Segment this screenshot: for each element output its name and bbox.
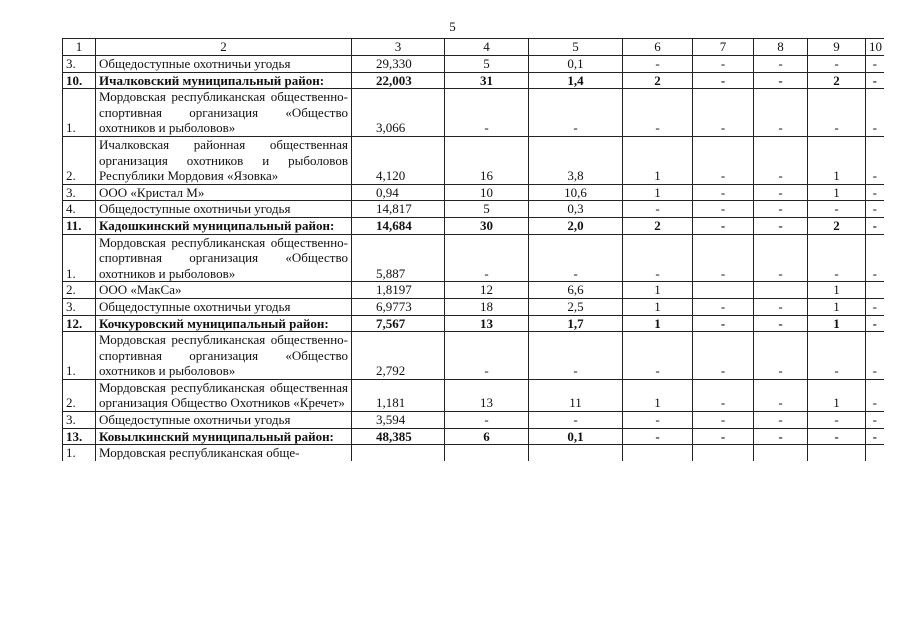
row-number-cell: 1. [63, 332, 96, 380]
col7-value-cell: - [693, 298, 754, 315]
col10-value-cell: - [866, 428, 884, 445]
col5-value-cell: - [529, 332, 623, 380]
col10-value-cell: - [866, 72, 884, 89]
col6-value-cell: 1 [623, 298, 693, 315]
col7-value-cell: - [693, 184, 754, 201]
col7-value-cell: - [693, 379, 754, 411]
organization-name-cell: Кочкуровский муниципальный район: [96, 315, 352, 332]
organization-name-cell: Ичалковский муниципальный район: [96, 72, 352, 89]
col4-value-cell: 5 [445, 56, 529, 73]
col7-value-cell: - [693, 217, 754, 234]
col6-value-cell: 1 [623, 282, 693, 299]
row-number-cell: 2. [63, 136, 96, 184]
col8-value-cell: - [754, 184, 808, 201]
district-row [63, 428, 884, 445]
organization-name-cell: ООО «Кристал М» [96, 184, 352, 201]
area-value-cell: 14,817 [352, 201, 445, 218]
col9-value-cell: - [808, 56, 866, 73]
col5-value-cell: - [529, 89, 623, 137]
column-header-7: 7 [693, 39, 754, 56]
col4-value-cell: 31 [445, 72, 529, 89]
col5-value-cell: 0,1 [529, 56, 623, 73]
col8-value-cell: - [754, 298, 808, 315]
organization-name-cell: ООО «МакСа» [96, 282, 352, 299]
col8-value-cell: - [754, 315, 808, 332]
col8-value-cell: - [754, 89, 808, 137]
table-row [63, 298, 884, 315]
col5-value-cell: - [529, 234, 623, 282]
col8-value-cell: - [754, 428, 808, 445]
col5-value-cell: 1,4 [529, 72, 623, 89]
col4-value-cell: 18 [445, 298, 529, 315]
col5-value-cell [529, 445, 623, 461]
col10-value-cell: - [866, 412, 884, 429]
area-value-cell: 22,003 [352, 72, 445, 89]
row-number-cell: 1. [63, 445, 96, 461]
col6-value-cell: 1 [623, 315, 693, 332]
col4-value-cell: - [445, 412, 529, 429]
col7-value-cell: - [693, 234, 754, 282]
col9-value-cell: 2 [808, 72, 866, 89]
col6-value-cell: - [623, 56, 693, 73]
column-header-2: 2 [96, 39, 352, 56]
col4-value-cell: 12 [445, 282, 529, 299]
row-number-cell: 3. [63, 184, 96, 201]
col4-value-cell: - [445, 234, 529, 282]
table-header-row [63, 39, 884, 56]
table-row [63, 201, 884, 218]
col4-value-cell: 16 [445, 136, 529, 184]
col6-value-cell: - [623, 89, 693, 137]
col5-value-cell: 2,5 [529, 298, 623, 315]
col7-value-cell: - [693, 72, 754, 89]
area-value-cell: 1,181 [352, 379, 445, 411]
col5-value-cell: 10,6 [529, 184, 623, 201]
row-number-cell: 12. [63, 315, 96, 332]
col7-value-cell [693, 445, 754, 461]
col9-value-cell [808, 445, 866, 461]
column-header-8: 8 [754, 39, 808, 56]
table-row [63, 184, 884, 201]
col10-value-cell: - [866, 184, 884, 201]
organization-name-cell: Общедоступные охотничьи угодья [96, 412, 352, 429]
col10-value-cell: - [866, 234, 884, 282]
col5-value-cell: 11 [529, 379, 623, 411]
col10-value-cell: - [866, 332, 884, 380]
organization-name-cell: Мордовская республиканская общественно-спортивная организация «Общество охотников и рыболовов» [96, 89, 352, 137]
area-value-cell: 48,385 [352, 428, 445, 445]
col6-value-cell: - [623, 234, 693, 282]
col6-value-cell: - [623, 412, 693, 429]
organization-name-cell: Мордовская республиканская обще- [96, 445, 352, 461]
col5-value-cell: 0,3 [529, 201, 623, 218]
col5-value-cell: 0,1 [529, 428, 623, 445]
column-header-5: 5 [529, 39, 623, 56]
row-number-cell: 1. [63, 89, 96, 137]
col6-value-cell: 2 [623, 217, 693, 234]
col7-value-cell: - [693, 332, 754, 380]
col10-value-cell [866, 282, 884, 299]
organization-name-cell: Мордовская республиканская общественная организация Общество Охотников «Кречет» [96, 379, 352, 411]
col9-value-cell: - [808, 234, 866, 282]
col9-value-cell: 1 [808, 379, 866, 411]
col6-value-cell: - [623, 201, 693, 218]
col4-value-cell: 30 [445, 217, 529, 234]
table-row [63, 89, 884, 137]
area-value-cell: 1,8197 [352, 282, 445, 299]
organization-name-cell: Кадошкинский муниципальный район: [96, 217, 352, 234]
organization-name-cell: Ичалковская районная общественная организация охотников и рыболовов Республики Мордовия «Язовка» [96, 136, 352, 184]
col7-value-cell: - [693, 428, 754, 445]
area-value-cell: 2,792 [352, 332, 445, 380]
column-header-4: 4 [445, 39, 529, 56]
col6-value-cell: - [623, 332, 693, 380]
col4-value-cell: 6 [445, 428, 529, 445]
area-value-cell: 14,684 [352, 217, 445, 234]
row-number-cell: 3. [63, 412, 96, 429]
row-number-cell: 13. [63, 428, 96, 445]
organization-name-cell: Общедоступные охотничьи угодья [96, 56, 352, 73]
col9-value-cell: - [808, 89, 866, 137]
area-value-cell: 5,887 [352, 234, 445, 282]
table-row [63, 234, 884, 282]
col8-value-cell: - [754, 217, 808, 234]
col7-value-cell [693, 282, 754, 299]
table-row [63, 136, 884, 184]
organization-name-cell: Ковылкинский муниципальный район: [96, 428, 352, 445]
col10-value-cell [866, 445, 884, 461]
col5-value-cell: 2,0 [529, 217, 623, 234]
col8-value-cell: - [754, 56, 808, 73]
col4-value-cell: 10 [445, 184, 529, 201]
hunting-grounds-table [62, 38, 884, 461]
table-row [63, 332, 884, 380]
col9-value-cell: 1 [808, 136, 866, 184]
col7-value-cell: - [693, 89, 754, 137]
table-row [63, 379, 884, 411]
row-number-cell: 11. [63, 217, 96, 234]
col9-value-cell: 1 [808, 298, 866, 315]
table-row [63, 445, 884, 461]
area-value-cell: 0,94 [352, 184, 445, 201]
col6-value-cell: 1 [623, 184, 693, 201]
col6-value-cell: - [623, 428, 693, 445]
col4-value-cell: - [445, 89, 529, 137]
col7-value-cell: - [693, 201, 754, 218]
col4-value-cell [445, 445, 529, 461]
col6-value-cell: 1 [623, 136, 693, 184]
column-header-6: 6 [623, 39, 693, 56]
district-row [63, 72, 884, 89]
col5-value-cell: 3,8 [529, 136, 623, 184]
row-number-cell: 2. [63, 282, 96, 299]
col7-value-cell: - [693, 412, 754, 429]
col5-value-cell: 6,6 [529, 282, 623, 299]
col4-value-cell: 13 [445, 379, 529, 411]
col8-value-cell: - [754, 412, 808, 429]
col5-value-cell: 1,7 [529, 315, 623, 332]
area-value-cell: 3,594 [352, 412, 445, 429]
column-header-3: 3 [352, 39, 445, 56]
row-number-cell: 10. [63, 72, 96, 89]
organization-name-cell: Мордовская республиканская общественно-спортивная организация «Общество охотников и рыболовов» [96, 332, 352, 380]
col10-value-cell: - [866, 56, 884, 73]
col4-value-cell: 5 [445, 201, 529, 218]
col4-value-cell: - [445, 332, 529, 380]
col9-value-cell: 1 [808, 282, 866, 299]
col6-value-cell [623, 445, 693, 461]
col8-value-cell: - [754, 201, 808, 218]
col6-value-cell: 2 [623, 72, 693, 89]
col4-value-cell: 13 [445, 315, 529, 332]
table-row [63, 412, 884, 429]
col9-value-cell: 1 [808, 184, 866, 201]
col8-value-cell: - [754, 379, 808, 411]
col8-value-cell: - [754, 234, 808, 282]
col9-value-cell: - [808, 201, 866, 218]
area-value-cell: 3,066 [352, 89, 445, 137]
col7-value-cell: - [693, 315, 754, 332]
column-header-9: 9 [808, 39, 866, 56]
area-value-cell [352, 445, 445, 461]
col8-value-cell: - [754, 72, 808, 89]
table-row [63, 282, 884, 299]
col10-value-cell: - [866, 217, 884, 234]
col6-value-cell: 1 [623, 379, 693, 411]
row-number-cell: 4. [63, 201, 96, 218]
area-value-cell: 6,9773 [352, 298, 445, 315]
col7-value-cell: - [693, 136, 754, 184]
row-number-cell: 3. [63, 298, 96, 315]
col10-value-cell: - [866, 136, 884, 184]
table-body [63, 56, 884, 461]
col8-value-cell: - [754, 136, 808, 184]
col10-value-cell: - [866, 89, 884, 137]
district-row [63, 217, 884, 234]
col10-value-cell: - [866, 298, 884, 315]
organization-name-cell: Общедоступные охотничьи угодья [96, 298, 352, 315]
col10-value-cell: - [866, 379, 884, 411]
col8-value-cell [754, 445, 808, 461]
col9-value-cell: 2 [808, 217, 866, 234]
col9-value-cell: - [808, 428, 866, 445]
row-number-cell: 1. [63, 234, 96, 282]
area-value-cell: 29,330 [352, 56, 445, 73]
col10-value-cell: - [866, 201, 884, 218]
col9-value-cell: 1 [808, 315, 866, 332]
page-number: 5 [449, 19, 456, 34]
col5-value-cell: - [529, 412, 623, 429]
row-number-cell: 3. [63, 56, 96, 73]
area-value-cell: 7,567 [352, 315, 445, 332]
col9-value-cell: - [808, 332, 866, 380]
organization-name-cell: Общедоступные охотничьи угодья [96, 201, 352, 218]
row-number-cell: 2. [63, 379, 96, 411]
column-header-1: 1 [63, 39, 96, 56]
area-value-cell: 4,120 [352, 136, 445, 184]
col10-value-cell: - [866, 315, 884, 332]
district-row [63, 315, 884, 332]
col7-value-cell: - [693, 56, 754, 73]
col9-value-cell: - [808, 412, 866, 429]
col8-value-cell: - [754, 332, 808, 380]
organization-name-cell: Мордовская республиканская общественно-спортивная организация «Общество охотников и рыболовов» [96, 234, 352, 282]
table-row [63, 56, 884, 73]
col8-value-cell [754, 282, 808, 299]
column-header-10: 10 [866, 39, 884, 56]
